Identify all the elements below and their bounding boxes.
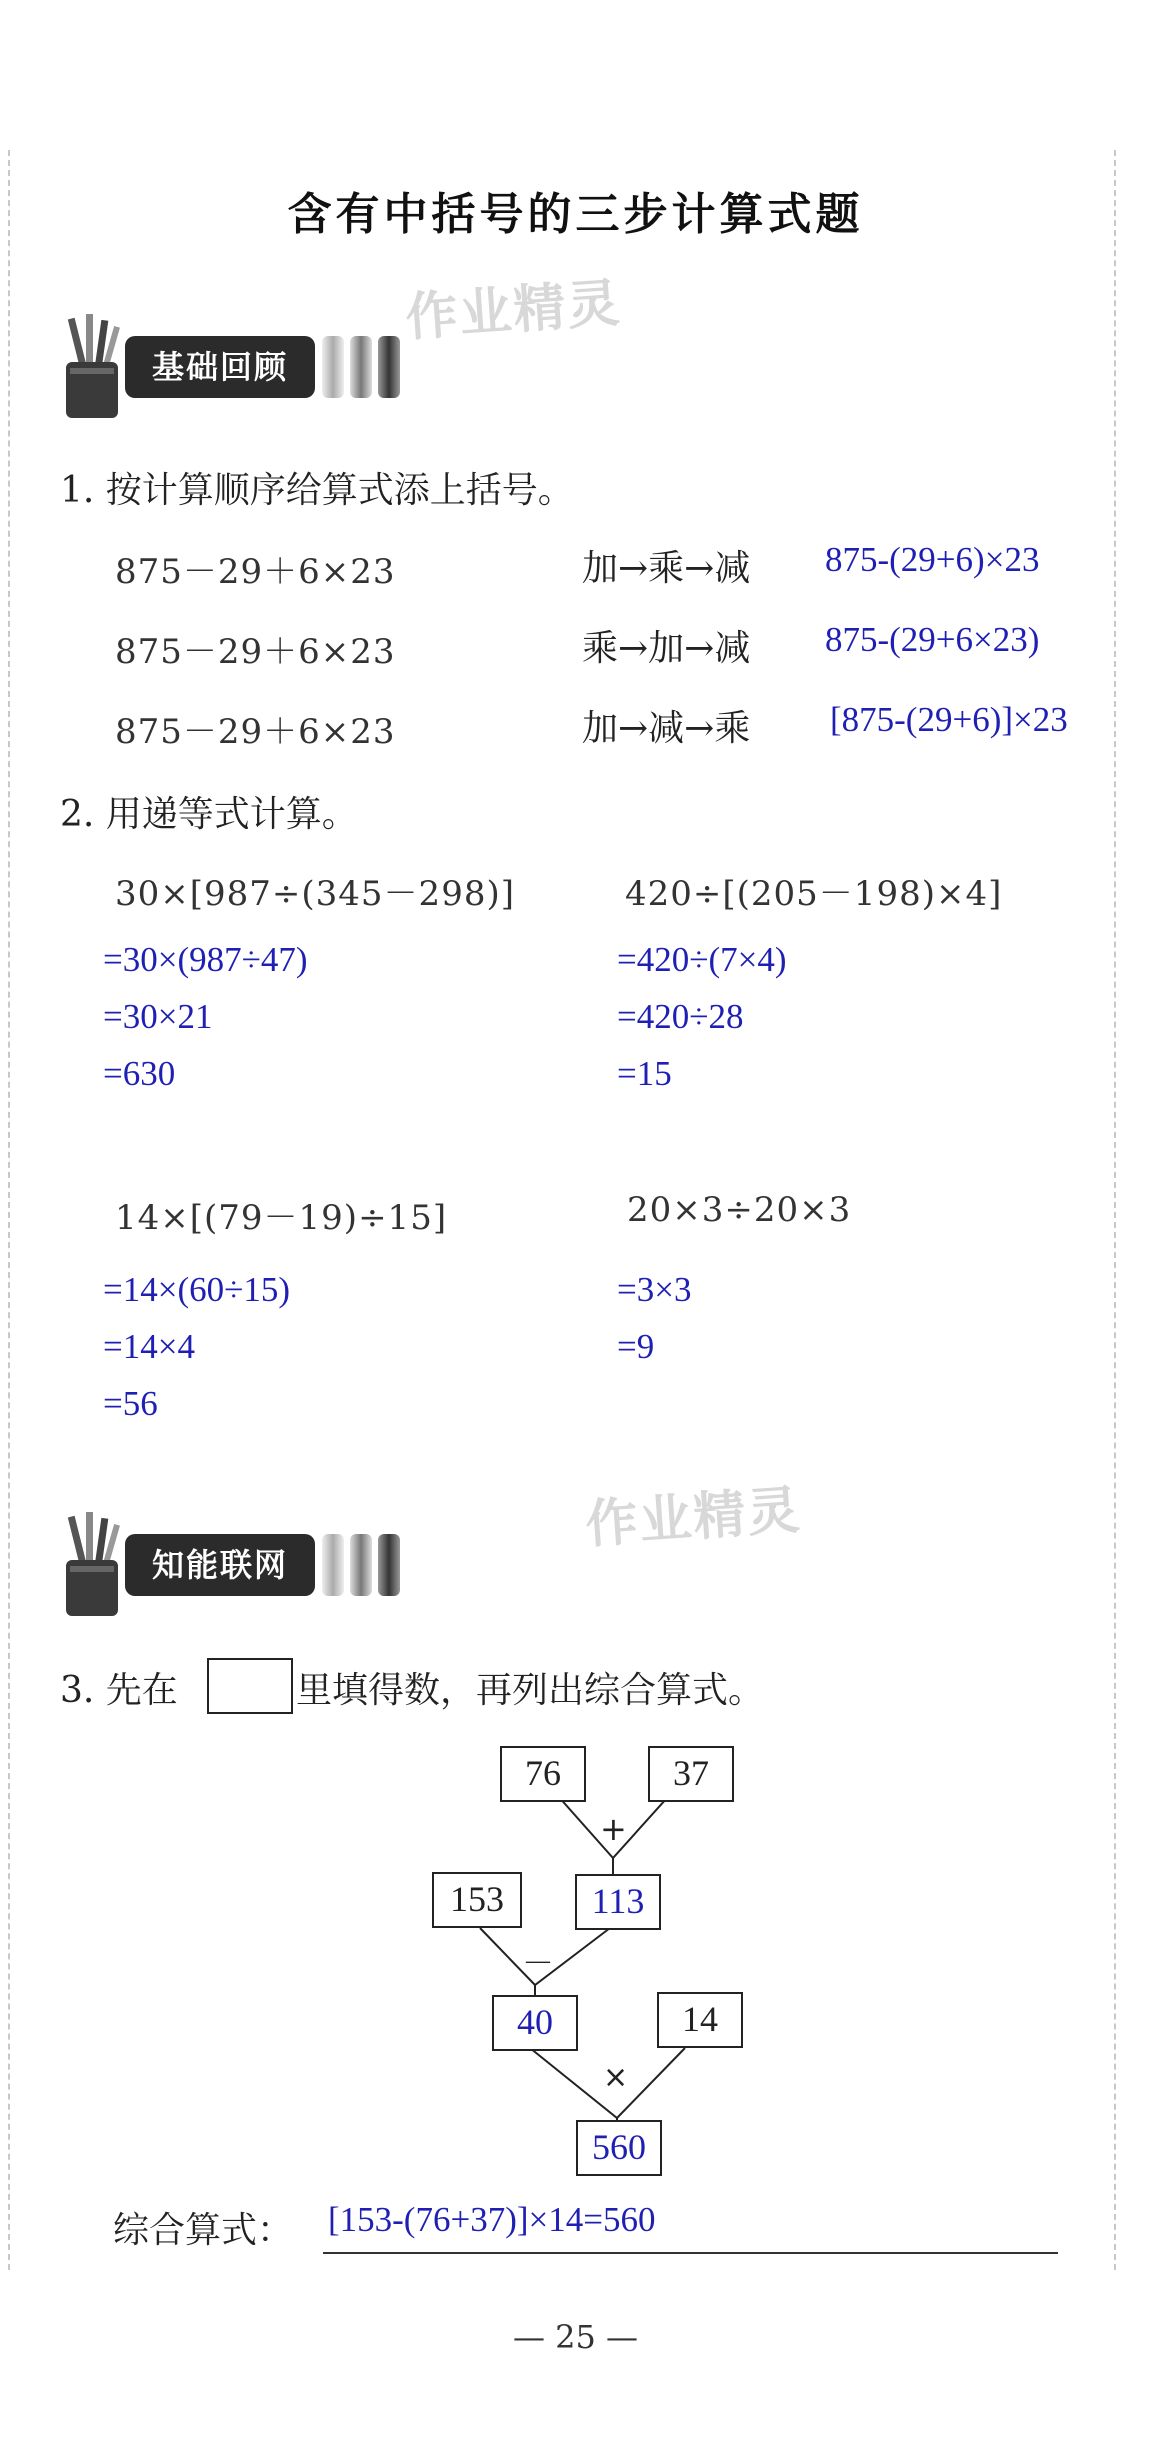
answer-underline <box>323 2252 1058 2254</box>
formula-label: 综合算式： <box>113 2210 294 2251</box>
q1-order: 加→减→乘 <box>582 708 751 749</box>
q1-expression: 875－29＋6×23 <box>115 632 396 672</box>
operator-minus: － <box>522 1944 555 1982</box>
q2-step: =14×4 <box>103 1327 195 1366</box>
watermark: 作业精灵 <box>583 1480 804 1556</box>
q2-step: =420÷(7×4) <box>617 940 787 979</box>
q2-expression: 30×[987÷(345－298)] <box>115 874 515 914</box>
section-label: 基础回顾 <box>125 336 315 398</box>
footer-dash: — <box>512 2318 556 2356</box>
question-1-prompt: 1. 按计算顺序给算式添上括号。 <box>60 470 574 511</box>
q2-step: =630 <box>103 1054 176 1093</box>
q1-answer: [875-(29+6)]×23 <box>830 700 1068 739</box>
q1-expression: 875－29＋6×23 <box>115 712 396 752</box>
q2-expression: 420÷[(205－198)×4] <box>625 874 1003 914</box>
q2-step: =30×21 <box>103 997 213 1036</box>
operator-times: × <box>603 2060 629 2095</box>
q2-step: =56 <box>103 1384 158 1423</box>
tree-box-low-left: 40 <box>492 1995 578 2051</box>
footer-dash: — <box>595 2318 639 2356</box>
q2-step: =15 <box>617 1054 672 1093</box>
q1-expression: 875－29＋6×23 <box>115 552 396 592</box>
q2-step: =420÷28 <box>617 997 744 1036</box>
tree-box-mid-left: 153 <box>432 1872 522 1928</box>
q1-answer: 875-(29+6×23) <box>825 620 1040 659</box>
question-3-prompt-end: 里填得数，再列出综合算式。 <box>296 1670 765 1711</box>
page-title: 含有中括号的三步计算式题 <box>287 189 864 240</box>
watermark: 作业精灵 <box>403 273 624 349</box>
section-label: 知能联网 <box>125 1534 315 1596</box>
tree-box-low-right: 14 <box>657 1992 743 2048</box>
q2-expression: 14×[(79－19)÷15] <box>115 1198 448 1238</box>
q2-step: =30×(987÷47) <box>103 940 308 979</box>
page-number-footer <box>0 2318 1151 2356</box>
question-3-prompt-start: 3. 先在 <box>60 1670 178 1711</box>
q2-step: =3×3 <box>617 1270 692 1309</box>
page-number: 25 <box>555 2318 596 2356</box>
q1-order: 加→乘→减 <box>582 548 751 589</box>
tree-box-top-left: 76 <box>500 1746 586 1802</box>
q1-order: 乘→加→减 <box>582 628 751 669</box>
tree-box-result: 560 <box>576 2120 662 2176</box>
formula-answer: [153-(76+37)]×14=560 <box>328 2200 656 2239</box>
tree-box-top-right: 37 <box>648 1746 734 1802</box>
question-2-prompt: 2. 用递等式计算。 <box>60 794 358 835</box>
operator-plus: + <box>600 1810 627 1848</box>
q2-step: =14×(60÷15) <box>103 1270 290 1309</box>
q1-answer: 875-(29+6)×23 <box>825 540 1040 579</box>
tree-box-mid-right: 113 <box>575 1874 661 1930</box>
q2-expression: 20×3÷20×3 <box>627 1190 852 1230</box>
q2-step: =9 <box>617 1327 655 1366</box>
